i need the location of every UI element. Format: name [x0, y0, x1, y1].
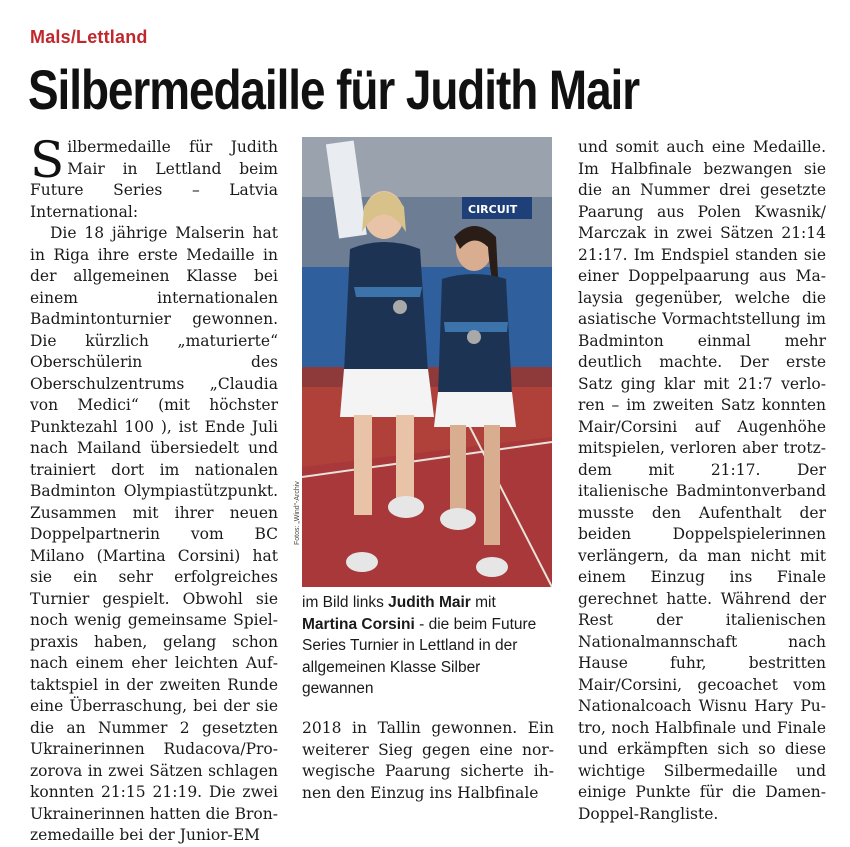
photo-caption	[302, 592, 554, 700]
caption-connector: mit	[470, 594, 496, 611]
caption-intro: im Bild links	[302, 594, 389, 611]
body-paragraph: und somit auch eine Medaille. Im Halbfinale bezwangen sie die an Nummer drei gesetzte Paarung aus Polen Kwasnik/ Marczak in zwei Sätzen 21:14 21:17. Im Endspiel standen sie einer Doppelpaarung aus Malaysia gegenüber, welche die asiatische Vormachtstellung im Badminton einmal mehr deutlich machte. Der erste Satz ging klar mit 21:7 verloren – im zweiten Satz konnten Mair/Corsini auf Augenhöhe mitspielen, verloren aber trotzdem mit 21:17. Der italienische Badmintonverband musste den Aufenthalt der beiden Doppelspielerinnen verlängern, da man nicht mit einem Einzug ins Finale gerechnet hatte. Während der Rest der italienischen Nationalmannschaft nach Hause fuhr, bestritten Mair/Corsini, gecoachet vom Nationalcoach Wisnu Hary Putro, noch Halbfinale und Finale und erkämpften sich so diese wichtige Silbermedaille und einige Punkte für die Damen-Doppel-Rangliste.	[578, 138, 826, 823]
article-photo	[302, 137, 552, 587]
lead-text: ilbermedaille für Judith Mair in Lettland beim Future Series – Latvia International:	[30, 138, 278, 221]
article-column-1	[30, 131, 278, 847]
article-kicker: Mals/Lettland	[30, 27, 148, 47]
caption-name-1: Judith Mair	[388, 594, 471, 611]
lead-paragraph	[30, 131, 278, 223]
caption-rest: - die beim Future Series Turnier in Lettland in der allgemeinen Klasse Silber gewannen	[302, 615, 537, 697]
body-paragraph: 2018 in Tallin gewonnen. Ein weiterer Sieg gegen eine norwegische Paarung sicherte ihnen den Einzug ins Halbfinale	[302, 719, 554, 802]
banner-text: CIRCUIT	[468, 203, 518, 216]
article-column-3	[578, 137, 826, 825]
badminton-players-photo	[302, 137, 552, 587]
photo-credit: Fotos: „Wind“-Archiv	[294, 481, 301, 545]
caption-name-2: Martina Corsini	[302, 615, 415, 633]
drop-cap: S	[30, 131, 65, 189]
article-column-2	[302, 718, 554, 804]
body-paragraph: Die 18 jährige Malserin hat in Riga ihre erste Medaille in der allgemeinen Klasse bei einem internationalen Badmintonturnier gewonnen. Die kürzlich „maturierte“ Oberschülerin des Oberschulzentrums „Claudia von Medici“ (mit höchster Punktezahl 100 ), ist Ende Juli nach Mailand übersiedelt und trainiert dort im nationalen Badminton Olympiastützpunkt. Zusammen mit ihrer neuen Doppelpartnerin vom BC Milano (Martina Corsini) hat sie ein sehr erfolgreiches Turnier gespielt. Obwohl sie noch wenig gemeinsame Spielpraxis haben, gelang schon nach einem eher leichten Auftaktspiel in der zweiten Runde eine Überraschung, bei der sie die an Nummer 2 gesetzten Ukrainerinnen Rudacova/Prozorova in zwei Sätzen schlagen konnten 21:15 21:19. Die zwei Ukrainerinnen hatten die Bronzemedaille bei der Junior-EM	[30, 224, 278, 844]
article-headline: Silbermedaille für Judith Mair	[28, 58, 640, 121]
